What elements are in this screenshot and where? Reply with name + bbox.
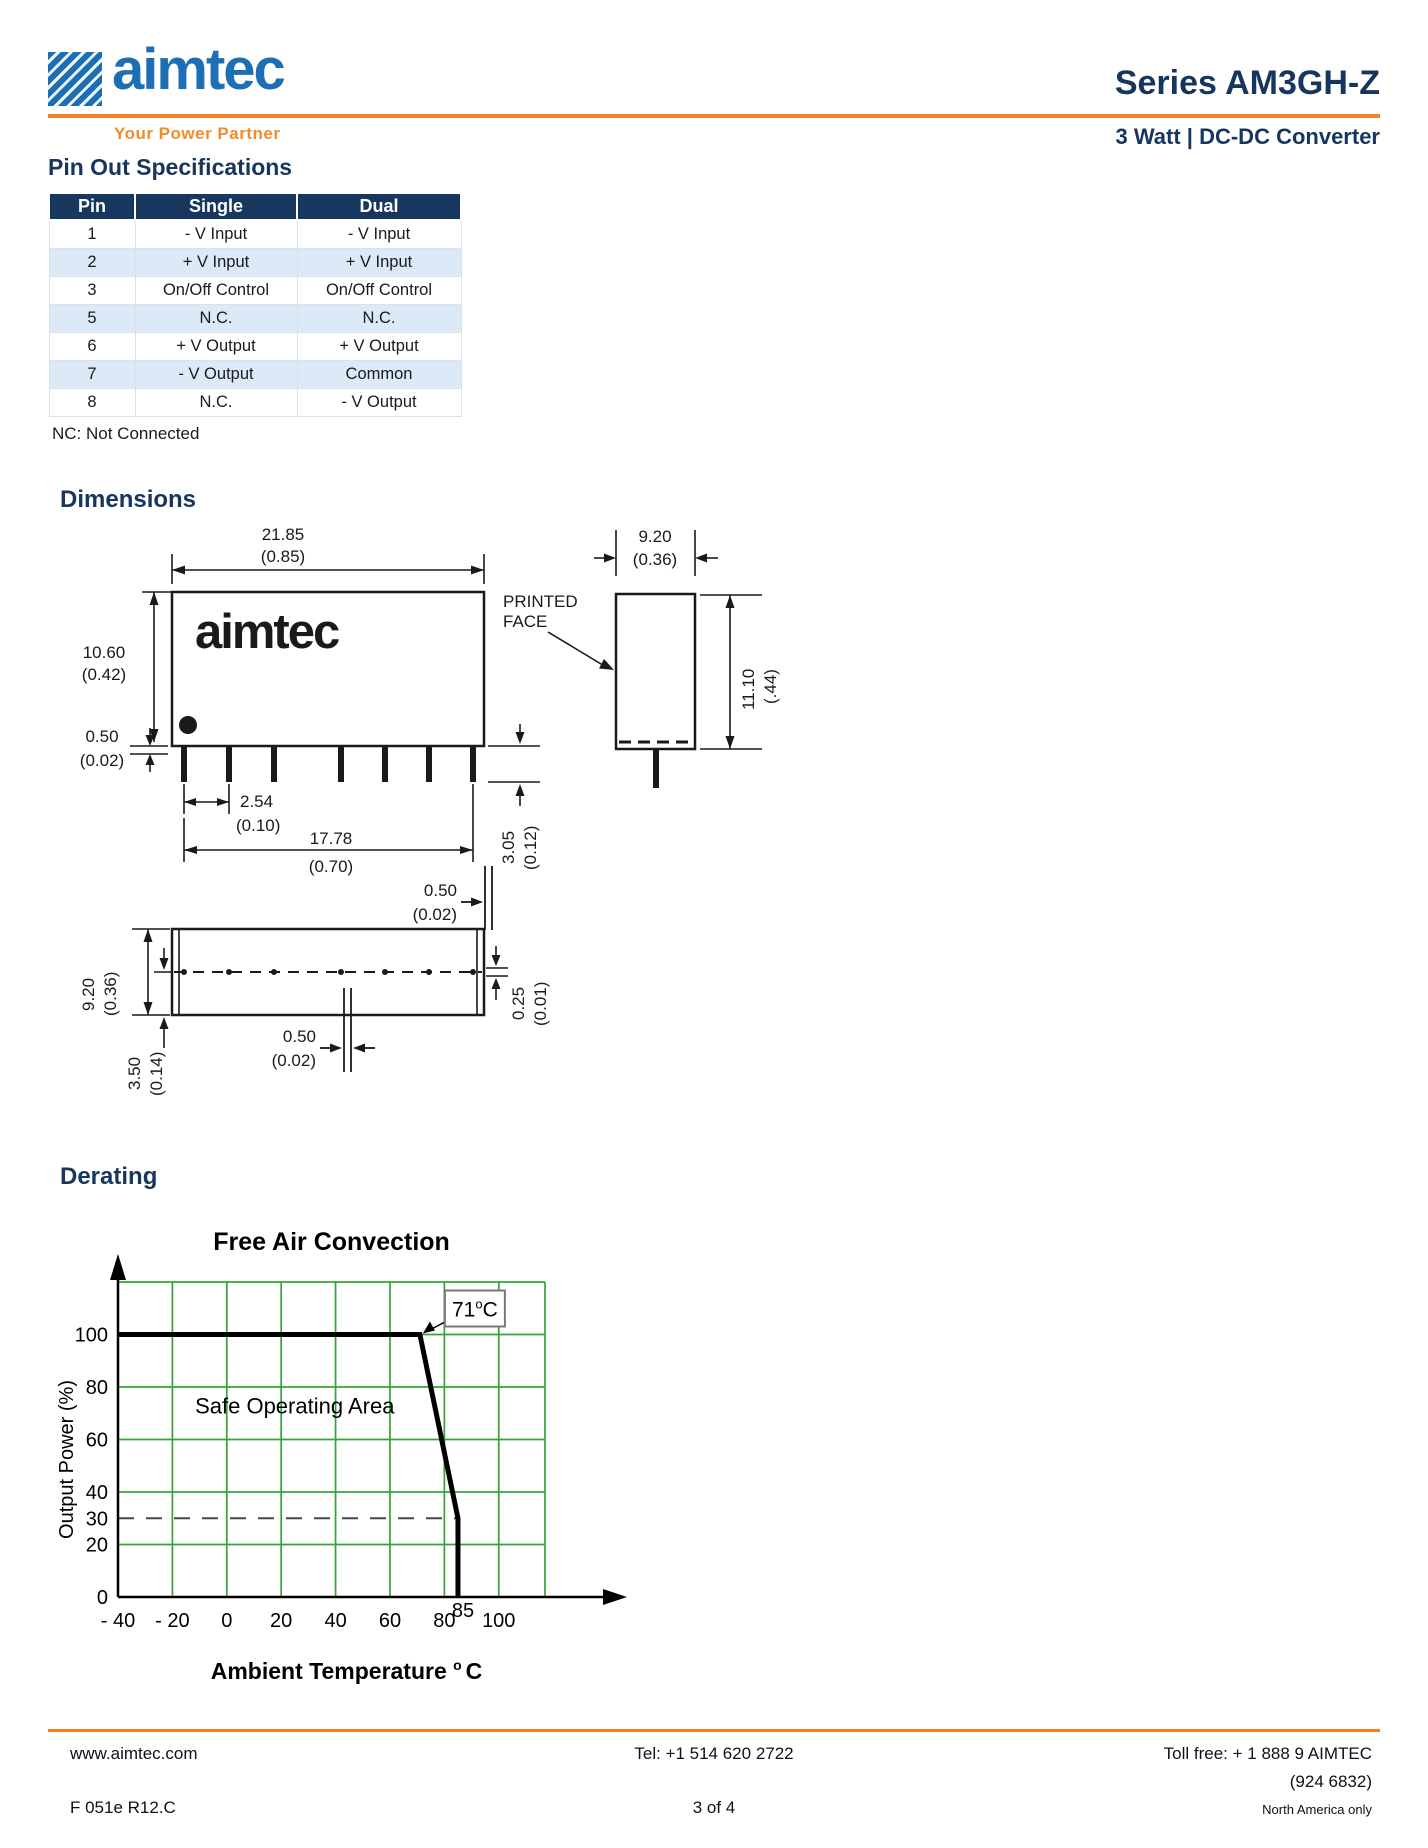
derating-heading: Derating xyxy=(60,1163,158,1190)
derating-chart xyxy=(55,1210,715,1710)
dim-body-width-mm: 21.85 xyxy=(261,525,305,544)
pin-cell: 6 xyxy=(49,333,135,361)
chart-title: Free Air Convection xyxy=(213,1228,450,1256)
dimensions-drawing xyxy=(48,518,808,1108)
x-tick-label: - 20 xyxy=(155,1610,190,1632)
dim-edge-offset-in: (0.02) xyxy=(412,905,457,924)
dim-bottom-height-in: (0.36) xyxy=(101,971,120,1016)
series-subtitle: 3 Watt | DC-DC Converter xyxy=(1115,124,1380,149)
series-title: Series AM3GH-Z xyxy=(1114,64,1380,102)
dim-body-height-in: (0.42) xyxy=(81,665,127,684)
pin-cell: 7 xyxy=(49,361,135,389)
pinout-col-header: Single xyxy=(135,193,297,220)
y-axis-arrow xyxy=(110,1254,126,1280)
y-tick-label: 100 xyxy=(74,1324,108,1347)
footer-tollfree-number: (924 6832) xyxy=(1289,1772,1372,1791)
pinout-row xyxy=(49,333,461,361)
nc-note: NC: Not Connected xyxy=(52,424,200,443)
pinout-row xyxy=(49,277,461,305)
dim-body-height-mm: 10.60 xyxy=(82,643,126,662)
aimtec-logo-text: aimtec xyxy=(112,37,284,102)
printed-face-label-line2: FACE xyxy=(503,612,548,631)
dim-body-width-in: (0.85) xyxy=(260,547,306,566)
safe-operating-area-label: Safe Operating Area xyxy=(195,1393,395,1419)
dim-bottom-pin-in: (0.02) xyxy=(271,1051,316,1070)
pinout-col-header: Pin xyxy=(49,193,135,220)
pinout-table-body xyxy=(49,220,461,417)
dim-body-height-lines xyxy=(142,592,174,742)
single-cell: - V Input xyxy=(135,220,297,249)
pin-cell: 5 xyxy=(49,305,135,333)
pin1-marker-dot xyxy=(179,716,197,734)
dim-pin-pitch-mm: 2.54 xyxy=(240,792,274,811)
x-tick-label: 80 xyxy=(433,1610,456,1632)
dim-standoff-lines xyxy=(130,728,168,772)
single-cell: + V Output xyxy=(135,333,297,361)
dim-side-height-mm: 11.10 xyxy=(739,668,758,710)
dual-cell: - V Output xyxy=(297,389,461,417)
aimtec-logo-icon xyxy=(48,52,102,106)
dim-pin-pitch-lines xyxy=(184,784,229,814)
front-view-logo: aimtec xyxy=(195,605,339,659)
pinout-col-header: Dual xyxy=(297,193,461,220)
dim-pin-span-in: (0.70) xyxy=(308,857,354,876)
pinout-table xyxy=(48,192,462,417)
pin-cell: 1 xyxy=(49,220,135,249)
dim-edge-offset-lines xyxy=(461,866,492,930)
knee-annotation-label: 71$^o$C xyxy=(452,1296,498,1322)
dim-side-width-in: (0.36) xyxy=(632,550,678,569)
footer-region-note: North America only xyxy=(1262,1802,1372,1817)
pinout-table-head xyxy=(49,193,461,220)
single-cell: On/Off Control xyxy=(135,277,297,305)
dim-pin-thickness-mm: 0.25 xyxy=(509,986,528,1020)
dim-pin-length-in: (0.12) xyxy=(521,825,540,870)
dual-cell: Common xyxy=(297,361,461,389)
dimensions-heading: Dimensions xyxy=(60,486,197,513)
brand-tagline: Your Power Partner xyxy=(114,124,281,143)
y-tick-label: 30 xyxy=(85,1508,108,1531)
knee-annotation-arrow xyxy=(423,1322,435,1334)
y-tick-label: 0 xyxy=(96,1587,108,1609)
single-cell: + V Input xyxy=(135,249,297,277)
x-tick-label: 100 xyxy=(482,1610,516,1632)
single-cell: N.C. xyxy=(135,389,297,417)
pinout-row xyxy=(49,361,461,389)
y-tick-label: 40 xyxy=(85,1482,108,1504)
printed-face-leader xyxy=(548,632,606,667)
dim-pin-length-lines xyxy=(488,724,540,806)
dim-bottom-offset-in: (0.14) xyxy=(147,1051,166,1096)
derating-curve xyxy=(118,1335,458,1598)
pin-cell: 8 xyxy=(49,389,135,417)
dim-pin-span-lines xyxy=(184,784,473,862)
dim-bottom-offset-mm: 3.50 xyxy=(125,1056,144,1090)
dim-side-width-mm: 9.20 xyxy=(638,527,672,546)
dim-pin-pitch-in: (0.10) xyxy=(236,816,281,835)
dim-bottom-pin-mm: 0.50 xyxy=(282,1027,316,1046)
x-tick-label: 20 xyxy=(270,1610,293,1632)
dim-edge-offset-mm: 0.50 xyxy=(423,881,457,900)
x-tick-label: 40 xyxy=(324,1610,347,1632)
x-axis-title: Ambient Temperature $^o$ C xyxy=(210,1657,483,1684)
dim-body-width-lines xyxy=(172,554,484,584)
pinout-row xyxy=(49,220,461,249)
dim-pin-thickness-in: (0.01) xyxy=(531,981,550,1026)
dual-cell: N.C. xyxy=(297,305,461,333)
pinout-heading: Pin Out Specifications xyxy=(48,154,293,180)
footer-doc-number: F 051e R12.C xyxy=(70,1798,176,1817)
pinout-row xyxy=(49,249,461,277)
dim-pin-length-mm: 3.05 xyxy=(499,830,518,864)
x-tick-label: - 40 xyxy=(100,1610,136,1632)
dim-pin-thickness-lines xyxy=(486,946,508,1000)
y-tick-label: 20 xyxy=(85,1534,108,1557)
single-cell: - V Output xyxy=(135,361,297,389)
front-view-pins xyxy=(184,746,473,782)
single-cell: N.C. xyxy=(135,305,297,333)
footer-divider xyxy=(48,1729,1380,1732)
pin-cell: 3 xyxy=(49,277,135,305)
dim-standoff-mm: 0.50 xyxy=(85,727,119,746)
side-view-body xyxy=(616,594,695,749)
printed-face-label-line1: PRINTED xyxy=(503,592,578,611)
dual-cell: On/Off Control xyxy=(297,277,461,305)
dual-cell: + V Input xyxy=(297,249,461,277)
x-axis-arrow xyxy=(603,1589,627,1605)
dim-standoff-in: (0.02) xyxy=(79,751,125,770)
x-tick-label: 0 xyxy=(221,1610,233,1632)
x-tick-label: 60 xyxy=(378,1610,402,1632)
header-divider xyxy=(48,114,1380,118)
x-tick-label: 85 xyxy=(451,1600,475,1622)
dim-bottom-pin-lines xyxy=(320,988,375,1072)
dim-bottom-height-mm: 9.20 xyxy=(79,977,98,1011)
dim-pin-span-mm: 17.78 xyxy=(309,829,353,848)
pinout-row xyxy=(49,305,461,333)
dual-cell: - V Input xyxy=(297,220,461,249)
y-tick-label: 80 xyxy=(85,1377,108,1399)
footer-website: www.aimtec.com xyxy=(70,1744,198,1763)
y-tick-label: 60 xyxy=(85,1429,108,1452)
dual-cell: + V Output xyxy=(297,333,461,361)
pin-cell: 2 xyxy=(49,249,135,277)
footer-tollfree: Toll free: + 1 888 9 AIMTEC xyxy=(1163,1744,1372,1763)
footer-page-number: 3 of 4 xyxy=(692,1798,736,1817)
y-axis-title: Output Power (%) xyxy=(56,1380,78,1539)
dim-side-height-in: (.44) xyxy=(761,669,780,704)
pinout-row xyxy=(49,389,461,417)
footer-telephone: Tel: +1 514 620 2722 xyxy=(634,1744,794,1763)
